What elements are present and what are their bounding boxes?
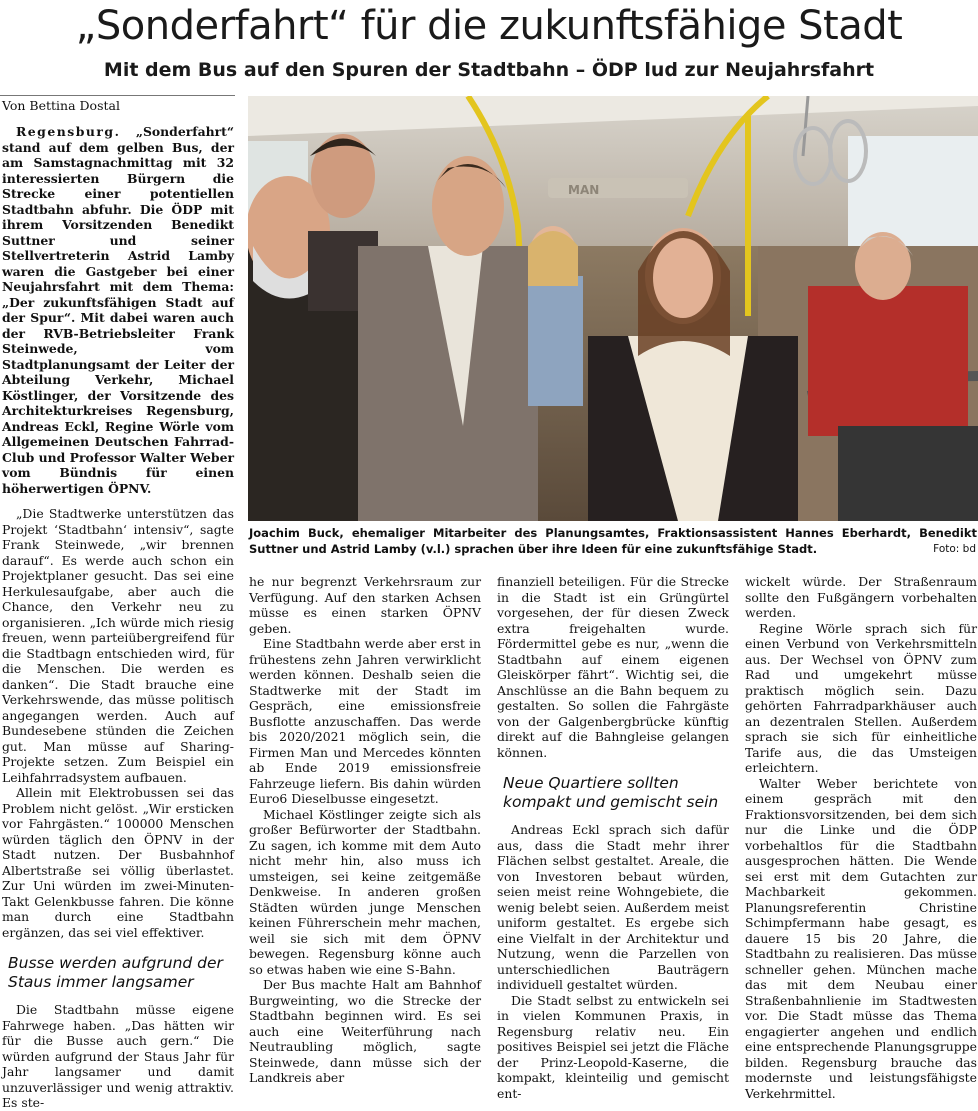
paragraph: Andreas Eckl sprach sich dafür aus, dass die Stadt mehr ihrer Flächen selbst gestaltet. Areale, die von Investoren bebaut würden, seien meist reine Wohngebiete, die wenig belebt seien. Außerdem meist uniform gestaltet. Es ergebe sich eine Vielfalt in der Architektur und Nutzung, wenn die Parzellen von unterschiedlichen Bauträgern individuell gestaltet würden. [497, 822, 729, 992]
paragraph: Michael Köstlinger zeigte sich als großer Befürworter der Stadtbahn. Zu sagen, ich komme mit dem Auto nicht mehr hin, also muss ich umsteigen, sei keine zeitgemäße Denkweise. In anderen großen Städten würden junge Menschen keinen Führerschein mehr machen, weil sie sich mit dem ÖPNV bewegen. Regensburg könne auch so etwas haben wie eine S-Bahn. [249, 806, 481, 977]
photo-credit: Foto: bd [933, 543, 976, 555]
photo-caption: Joachim Buck, ehemaliger Mitarbeiter des Planungsamtes, Fraktionsassistent Hannes Eberhardt, Benedikt Suttner und Astrid Lamby (v.l.) sprachen über ihre Ideen für eine zukunftsfähige Stadt. [249, 526, 977, 556]
lead-place: Regensburg. [16, 124, 121, 139]
article-photo [248, 96, 978, 521]
text-column-3 [497, 574, 729, 1101]
paragraph: Der Bus machte Halt am Bahnhof Burgweinting, wo die Strecke der Stadtbahn beginnen wird. Es sei auch eine Weiterführung nach Neutraubling möglich, sagte Steinwede, dann müsse sich der Landkreis aber [249, 977, 481, 1085]
paragraph: Allein mit Elektrobussen sei das Problem nicht gelöst. „Wir ersticken vor Fahrgästen.“ 100000 Menschen würden täglich den ÖPNV in der Stadt nutzen. Der Busbahnhof Albertstraße sei völlig überlastet. Zur Uni würden im zwei-Minuten-Takt Gelenkbusse fahren. Die könne man durch eine Stadtbahn ergänzen, das sei viel effektiver. [2, 785, 234, 940]
text-column-4 [745, 574, 977, 1101]
lead-text: „Sonderfahrt“ stand auf dem gelben Bus, der am Samstagnachmittag mit 32 interessierten Bürgern die Strecke einer potentiellen Stadtbahn abfuhr. Die ÖDP mit ihrem Vorsitzenden Benedikt Suttner und seiner Stellvertreterin Astrid Lamby waren die Gastgeber bei einer Neujahrsfahrt mit dem Thema: „Der zukunftsfähigen Stadt auf der Spur“. Mit dabei waren auch der RVB-Betriebsleiter Frank Steinwede, vom Stadtplanungsamt der Leiter der Abteilung Verkehr, Michael Köstlinger, der Vorsitzende des Architekturkreises Regensburg, Andreas Eckl, Regine Wörle vom Allgemeinen Deutschen Fahrrad-Club und Professor Walter Weber vom Bündnis für einen höherwertigen ÖPNV. [2, 124, 234, 496]
paragraph: Die Stadt selbst zu entwickeln sei in vielen Kommunen Praxis, in Regensburg relativ neu. Ein positives Beispiel sei jetzt die Fläche der Prinz-Leopold-Kaserne, die kompakt, kleinteilig und gemischt ent- [497, 992, 729, 1101]
paragraph: finanziell beteiligen. Für die Strecke in die Stadt ist ein Grüngürtel vorgesehen, der für diesen Zweck extra freigehalten wurde. Fördermittel gebe es nur, „wenn die Stadtbahn auf einem eigenen Gleiskörper fährt“. Wichtig sei, die Anschlüsse an die Bahn bequem zu gestalten. So sollen die Fahrgäste von der Galgenbergbrücke künftig direkt auf die Bahngleise gelangen können. [497, 574, 729, 760]
paragraph: he nur begrenzt Verkehrsraum zur Verfügung. Auf den starken Achsen müsse es einen starken ÖPNV geben. [249, 574, 481, 636]
paragraph: Walter Weber berichtete von einem gespräch mit den Fraktionsvorsitzenden, bei dem sich nur die Linke und die ÖDP vorbehaltlos für die Stadtbahn ausgesprochen hätten. Die Wende sei erst mit dem Gutachten zur Machbarkeit gekommen. Planungsreferentin Christine Schimpfermann habe gesagt, es dauere 15 bis 20 Jahre, die Stadtbahn zu realisieren. Das müsse schneller gehen. München mache das mit dem Neubau einer Straßenbahnlienie im Stadtwesten vor. Die Stadt müsse das Thema engagierter angehen und endlich eine entsprechende Planungsgruppe bilden. Regensburg brauche das modernste und leistungsfähigste Verkehrmittel. [745, 775, 977, 1101]
paragraph: wickelt würde. Der Straßenraum sollte den Fußgängern vorbehalten werden. [745, 574, 977, 620]
text-column-1 [2, 124, 234, 1111]
author-byline: Von Bettina Dostal [2, 98, 120, 113]
paragraph: Die Stadtbahn müsse eigene Fahrwege haben. „Das hätten wir für die Busse auch gern.“ Die würden aufgrund der Staus Jahr für Jahr langsamer und damit unzuverlässiger und wenig attraktiv. Es ste- [2, 1002, 234, 1110]
paragraph: Regine Wörle sprach sich für einen Verbund von Verkehrsmitteln aus. Der Wechsel von ÖPNV zum Rad und umgekehrt müsse praktisch möglich sein. Dazu gehörten Fahrradparkhäuser auch an dezentralen Stellen. Außerdem sprach sie sich für einheitliche Tarife aus, die das Umsteigen erleichtern. [745, 620, 977, 775]
paragraph: Eine Stadtbahn werde aber erst in frühestens zehn Jahren verwirklicht werden können. Deshalb seien die Stadtwerke mit der Stadt im Gespräch, eine emissionsfreie Busflotte anzuschaffen. Das werde bis 2020/2021 möglich sein, die Firmen Man und Mercedes könnten ab Ende 2019 emissionsfreie Fahrzeuge liefern. Bis dahin würden Euro6 Dieselbusse eingesetzt. [249, 636, 481, 806]
paragraph: „Die Stadtwerke unterstützen das Projekt ‘Stadtbahn‘ intensiv“, sagte Frank Steinwede, „wir brennen darauf“. Es werde auch schon ein Projektplaner gesucht. Das sei eine Herkulesaufgabe, aber auch die Chance, den Verkehr neu zu organisieren. „Ich würde mich riesig freuen, wenn parteiübergreifend für die Stadtbagn entschieden wird, für die Menschen. Die werden es danken“. Die Stadt brauche eine Verkehrswende, das müsse politisch angegangen werden. Auch auf Bundesebene stünden die Zeichen gut. Man müsse auf Sharing-Projekte setzen. Zum Beispiel ein Leihfahrradsystem aufbauen. [2, 506, 234, 785]
bus-sign-text: MAN [568, 183, 600, 197]
subheading: Neue Quartiere sollten kompakt und gemischt sein [503, 774, 719, 811]
subheadline: Mit dem Bus auf den Spuren der Stadtbahn – ÖDP lud zur Neujahrsfahrt [103, 59, 875, 81]
subheading: Busse werden aufgrund der Staus immer langsamer [8, 954, 223, 991]
lead-paragraph [2, 124, 234, 496]
text-column-2 [249, 574, 481, 1086]
author-rule [0, 95, 235, 96]
headline: „Sonderfahrt“ für die zukunftsfähige Stadt [75, 3, 903, 49]
